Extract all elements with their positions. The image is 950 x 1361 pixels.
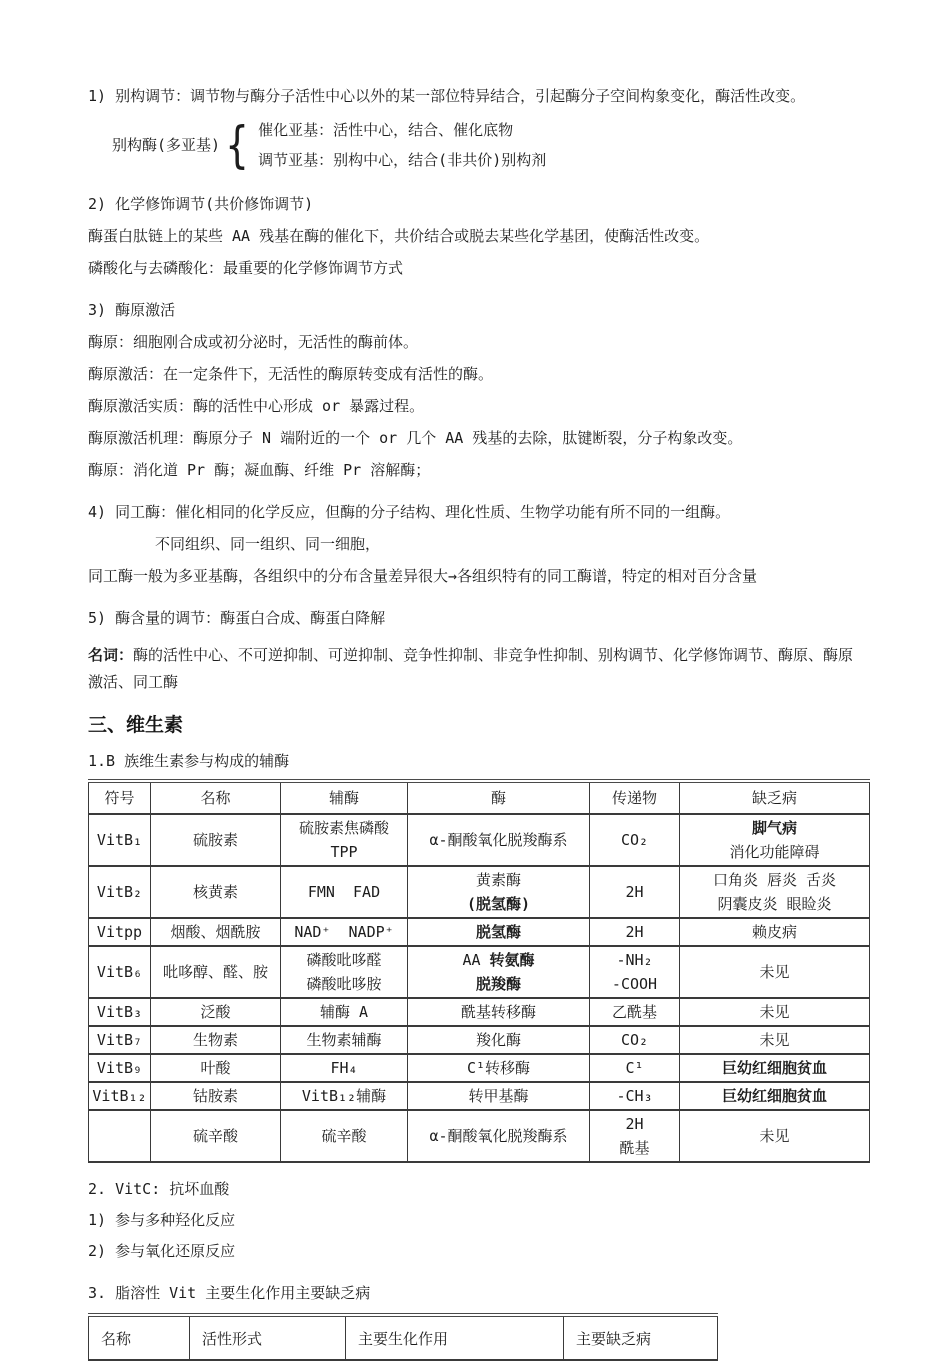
paragraph-enzyme-content: 5) 酶含量的调节：酶蛋白合成、酶蛋白降解 xyxy=(88,609,386,627)
table-cell: VitB₆ xyxy=(89,946,151,998)
vitc-line: 1) 参与多种羟化反应 xyxy=(88,1211,236,1229)
table-row xyxy=(89,1110,870,1162)
allosteric-enzyme-label: 别构酶(多亚基) xyxy=(112,135,221,154)
terms-label: 名词： xyxy=(88,646,134,664)
vitc-line: 2. VitC: 抗坏血酸 xyxy=(88,1180,230,1198)
table-cell: 硫辛酸 xyxy=(281,1110,408,1162)
column-header: 辅酶 xyxy=(281,781,408,814)
zymogen-line: 酶原：细胞刚合成或初分泌时，无活性的酶前体。 xyxy=(88,333,419,351)
table-cell: C¹ xyxy=(590,1054,680,1082)
column-header: 名称 xyxy=(89,1315,190,1360)
table-cell: VitB₁₂辅酶 xyxy=(281,1082,408,1110)
table-cell: 羧化酶 xyxy=(408,1026,590,1054)
table-row xyxy=(89,866,870,918)
subsection-b-vitamins: 1.B 族维生素参与构成的辅酶 xyxy=(88,752,290,770)
table-cell: 生物素 xyxy=(151,1026,281,1054)
table-cell: NAD⁺ NADP⁺ xyxy=(281,918,408,946)
table-cell: AA 转氨酶 脱羧酶 xyxy=(408,946,590,998)
column-header: 名称 xyxy=(151,781,281,814)
regulatory-subunit-line: 调节亚基：别构中心，结合(非共价)别构剂 xyxy=(258,151,547,169)
zymogen-line: 酶原激活实质：酶的活性中心形成 or 暴露过程。 xyxy=(88,397,425,415)
vitamin-b-table xyxy=(88,779,870,1163)
zymogen-line: 酶原激活机理：酶原分子 N 端附近的一个 or 几个 AA 残基的去除，肽键断裂，分子构象改变。 xyxy=(88,429,743,447)
table-cell: 烟酸、烟酰胺 xyxy=(151,918,281,946)
isozyme-line: 同工酶一般为多亚基酶，各组织中的分布含量差异很大→各组织特有的同工酶谱，特定的相对百分含量 xyxy=(88,567,758,585)
allosteric-enzyme-diagram xyxy=(112,115,868,175)
paragraph-chemical-modification-title: 2) 化学修饰调节(共价修饰调节) xyxy=(88,195,314,213)
column-header: 缺乏病 xyxy=(680,781,870,814)
table-cell: 脱氢酶 xyxy=(408,918,590,946)
catalytic-subunit-line: 催化亚基：活性中心，结合、催化底物 xyxy=(258,121,514,139)
table-cell: 硫胺素 xyxy=(151,814,281,866)
table-cell: -NH₂ -COOH xyxy=(590,946,680,998)
zymogen-line: 酶原激活：在一定条件下，无活性的酶原转变成有活性的酶。 xyxy=(88,365,494,383)
section-heading-vitamins: 三、维生素 xyxy=(88,714,184,736)
column-header: 符号 xyxy=(89,781,151,814)
fat-soluble-table xyxy=(88,1313,718,1361)
table-cell: CO₂ xyxy=(590,814,680,866)
table-cell: -CH₃ xyxy=(590,1082,680,1110)
table-cell: 巨幼红细胞贫血 xyxy=(680,1054,870,1082)
table-cell: VitB₉ xyxy=(89,1054,151,1082)
paragraph-isozyme-title: 4) 同工酶：催化相同的化学反应，但酶的分子结构、理化性质、生物学功能有所不同的一组酶。 xyxy=(88,503,731,521)
table-cell: FMN FAD xyxy=(281,866,408,918)
terms-list: 酶的活性中心、不可逆抑制、可逆抑制、竞争性抑制、非竞争性抑制、别构调节、化学修饰调节、酶原、酶原激活、同工酶 xyxy=(88,646,854,691)
paragraph-zymogen-title: 3) 酶原激活 xyxy=(88,301,176,319)
table-cell xyxy=(89,1110,151,1162)
table-row xyxy=(89,1082,870,1110)
fat-soluble-table-head xyxy=(89,1315,718,1360)
table-cell: 泛酸 xyxy=(151,998,281,1026)
table-cell: 脚气病 消化功能障碍 xyxy=(680,814,870,866)
table-cell: 核黄素 xyxy=(151,866,281,918)
table-cell: 赖皮病 xyxy=(680,918,870,946)
paragraph-terms xyxy=(88,642,868,696)
header-row xyxy=(89,781,870,814)
column-header: 主要缺乏病 xyxy=(564,1315,718,1360)
subunit-lines xyxy=(258,115,546,175)
column-header: 酶 xyxy=(408,781,590,814)
paragraph-chemical-modification-2: 磷酸化与去磷酸化：最重要的化学修饰调节方式 xyxy=(88,259,404,277)
table-cell: 2H xyxy=(590,866,680,918)
table-cell: 酰基转移酶 xyxy=(408,998,590,1026)
table-cell: VitB₃ xyxy=(89,998,151,1026)
table-row xyxy=(89,946,870,998)
table-cell: 口角炎 唇炎 舌炎 阴囊皮炎 眼睑炎 xyxy=(680,866,870,918)
table-cell: 黄素酶 (脱氢酶) xyxy=(408,866,590,918)
table-cell: C¹转移酶 xyxy=(408,1054,590,1082)
paragraph-allosteric-regulation: 1) 别构调节：调节物与酶分子活性中心以外的某一部位特异结合，引起酶分子空间构象变化，酶活性改变。 xyxy=(88,87,806,105)
table-cell: 2H 酰基 xyxy=(590,1110,680,1162)
table-cell: 乙酰基 xyxy=(590,998,680,1026)
table-cell: Vitpp xyxy=(89,918,151,946)
table-cell: VitB₂ xyxy=(89,866,151,918)
isozyme-line-indented: 不同组织、同一组织、同一细胞， xyxy=(155,535,381,553)
table-row xyxy=(89,1054,870,1082)
paragraph-chemical-modification-1: 酶蛋白肽链上的某些 AA 残基在酶的催化下，共价结合或脱去某些化学基团，使酶活性改变。 xyxy=(88,227,710,245)
column-header: 主要生化作用 xyxy=(346,1315,564,1360)
table-cell: 巨幼红细胞贫血 xyxy=(680,1082,870,1110)
column-header: 活性形式 xyxy=(190,1315,346,1360)
table-cell: 辅酶 A xyxy=(281,998,408,1026)
table-cell: α-酮酸氧化脱羧酶系 xyxy=(408,1110,590,1162)
subsection-fat-soluble: 3. 脂溶性 Vit 主要生化作用主要缺乏病 xyxy=(88,1284,371,1302)
table-row xyxy=(89,998,870,1026)
table-cell: 钴胺素 xyxy=(151,1082,281,1110)
table-cell: 未见 xyxy=(680,1026,870,1054)
table-cell: α-酮酸氧化脱羧酶系 xyxy=(408,814,590,866)
vitamin-b-table-head xyxy=(89,781,870,814)
table-row xyxy=(89,814,870,866)
column-header: 传递物 xyxy=(590,781,680,814)
curly-brace-icon: { xyxy=(225,116,249,174)
table-row xyxy=(89,918,870,946)
table-cell: VitB₁₂ xyxy=(89,1082,151,1110)
table-cell: 硫胺素焦磷酸 TPP xyxy=(281,814,408,866)
table-cell: 未见 xyxy=(680,1110,870,1162)
zymogen-line: 酶原：消化道 Pr 酶；凝血酶、纤维 Pr 溶解酶； xyxy=(88,461,431,479)
table-cell: VitB₁ xyxy=(89,814,151,866)
table-cell: 未见 xyxy=(680,998,870,1026)
table-cell: FH₄ xyxy=(281,1054,408,1082)
table-cell: VitB₇ xyxy=(89,1026,151,1054)
vitc-line: 2) 参与氧化还原反应 xyxy=(88,1242,236,1260)
table-cell: 未见 xyxy=(680,946,870,998)
table-cell: 吡哆醇、醛、胺 xyxy=(151,946,281,998)
header-row xyxy=(89,1315,718,1360)
table-row xyxy=(89,1026,870,1054)
table-cell: 磷酸吡哆醛 磷酸吡哆胺 xyxy=(281,946,408,998)
table-cell: 2H xyxy=(590,918,680,946)
vitamin-b-table-body xyxy=(89,814,870,1162)
table-cell: CO₂ xyxy=(590,1026,680,1054)
table-cell: 叶酸 xyxy=(151,1054,281,1082)
table-cell: 转甲基酶 xyxy=(408,1082,590,1110)
table-cell: 硫辛酸 xyxy=(151,1110,281,1162)
table-cell: 生物素辅酶 xyxy=(281,1026,408,1054)
